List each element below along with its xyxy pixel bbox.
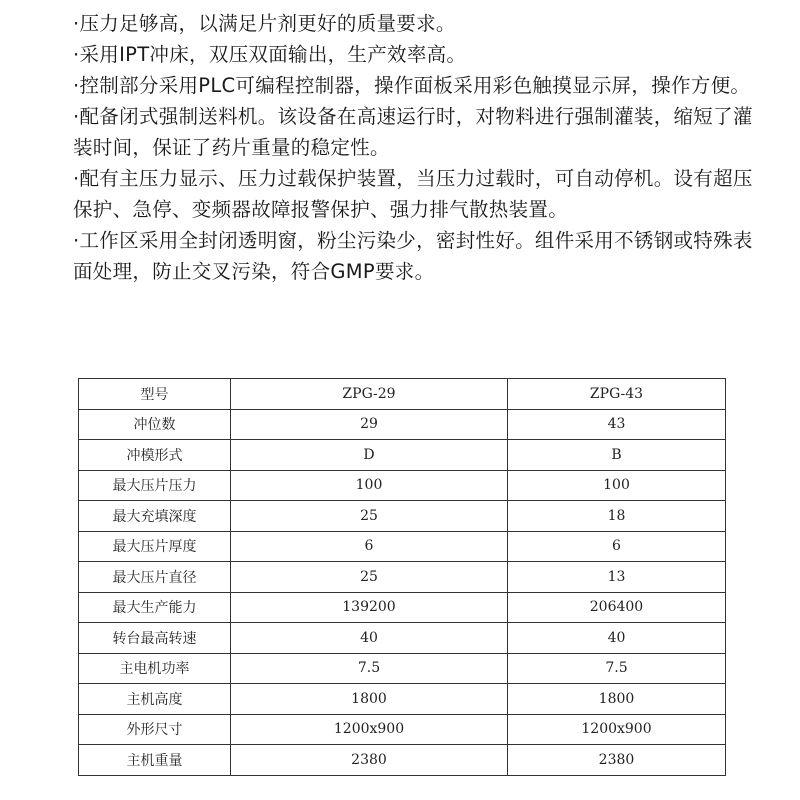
- cell-zpg29: 40: [231, 623, 508, 654]
- cell-zpg43: 6: [508, 531, 726, 562]
- feature-list: [73, 8, 753, 287]
- table-row: [79, 745, 726, 776]
- table-row: [79, 714, 726, 745]
- cell-zpg43: 1200x900: [508, 714, 726, 745]
- feature-item: ·采用IPT冲床，双压双面输出，生产效率高。: [73, 43, 467, 66]
- feature-item: ·配备闭式强制送料机。该设备在高速运行时，对物料进行强制灌装，缩短了灌装时间，保证了药片重量的稳定性。: [73, 105, 753, 159]
- table-row: [79, 623, 726, 654]
- row-label: 主机重量: [79, 745, 231, 776]
- cell-zpg43: 2380: [508, 745, 726, 776]
- row-label: 最大压片压力: [79, 470, 231, 501]
- cell-zpg43: 7.5: [508, 653, 726, 684]
- cell-zpg29: 29: [231, 409, 508, 440]
- row-label: 最大压片厚度: [79, 531, 231, 562]
- cell-zpg29: 139200: [231, 592, 508, 623]
- row-label: 最大充填深度: [79, 501, 231, 532]
- cell-zpg43: 206400: [508, 592, 726, 623]
- cell-zpg29: 1200x900: [231, 714, 508, 745]
- row-label: 主电机功率: [79, 653, 231, 684]
- cell-zpg29: 25: [231, 562, 508, 593]
- row-label: 冲位数: [79, 409, 231, 440]
- row-label: 冲模形式: [79, 440, 231, 471]
- feature-item: ·工作区采用全封闭透明窗，粉尘污染少，密封性好。组件采用不锈钢或特殊表面处理，防止交叉污染，符合GMP要求。: [73, 229, 753, 283]
- feature-item: ·压力足够高，以满足片剂更好的质量要求。: [73, 12, 456, 35]
- feature-item: ·配有主压力显示、压力过载保护装置，当压力过载时，可自动停机。设有超压保护、急停、变频器故障报警保护、强力排气散热装置。: [73, 167, 753, 221]
- row-label: 最大生产能力: [79, 592, 231, 623]
- feature-item: ·控制部分采用PLC可编程控制器，操作面板采用彩色触摸显示屏，操作方便。: [73, 74, 751, 97]
- table-row: [79, 440, 726, 471]
- cell-zpg43: 100: [508, 470, 726, 501]
- spec-table: [78, 378, 726, 776]
- header-cell-zpg43: ZPG-43: [508, 379, 726, 410]
- cell-zpg29: D: [231, 440, 508, 471]
- cell-zpg43: 18: [508, 501, 726, 532]
- cell-zpg29: 2380: [231, 745, 508, 776]
- header-cell-model: 型号: [79, 379, 231, 410]
- cell-zpg29: 25: [231, 501, 508, 532]
- cell-zpg29: 100: [231, 470, 508, 501]
- cell-zpg29: 6: [231, 531, 508, 562]
- table-row: [79, 531, 726, 562]
- row-label: 最大压片直径: [79, 562, 231, 593]
- table-row: [79, 684, 726, 715]
- cell-zpg43: 40: [508, 623, 726, 654]
- table-row: [79, 592, 726, 623]
- table-row: [79, 501, 726, 532]
- table-row: [79, 562, 726, 593]
- cell-zpg43: 43: [508, 409, 726, 440]
- cell-zpg43: B: [508, 440, 726, 471]
- table-row: [79, 470, 726, 501]
- cell-zpg43: 1800: [508, 684, 726, 715]
- table-row: [79, 653, 726, 684]
- row-label: 转台最高转速: [79, 623, 231, 654]
- table-row: [79, 409, 726, 440]
- header-cell-zpg29: ZPG-29: [231, 379, 508, 410]
- cell-zpg29: 1800: [231, 684, 508, 715]
- cell-zpg29: 7.5: [231, 653, 508, 684]
- cell-zpg43: 13: [508, 562, 726, 593]
- row-label: 外形尺寸: [79, 714, 231, 745]
- row-label: 主机高度: [79, 684, 231, 715]
- table-header-row: [79, 379, 726, 410]
